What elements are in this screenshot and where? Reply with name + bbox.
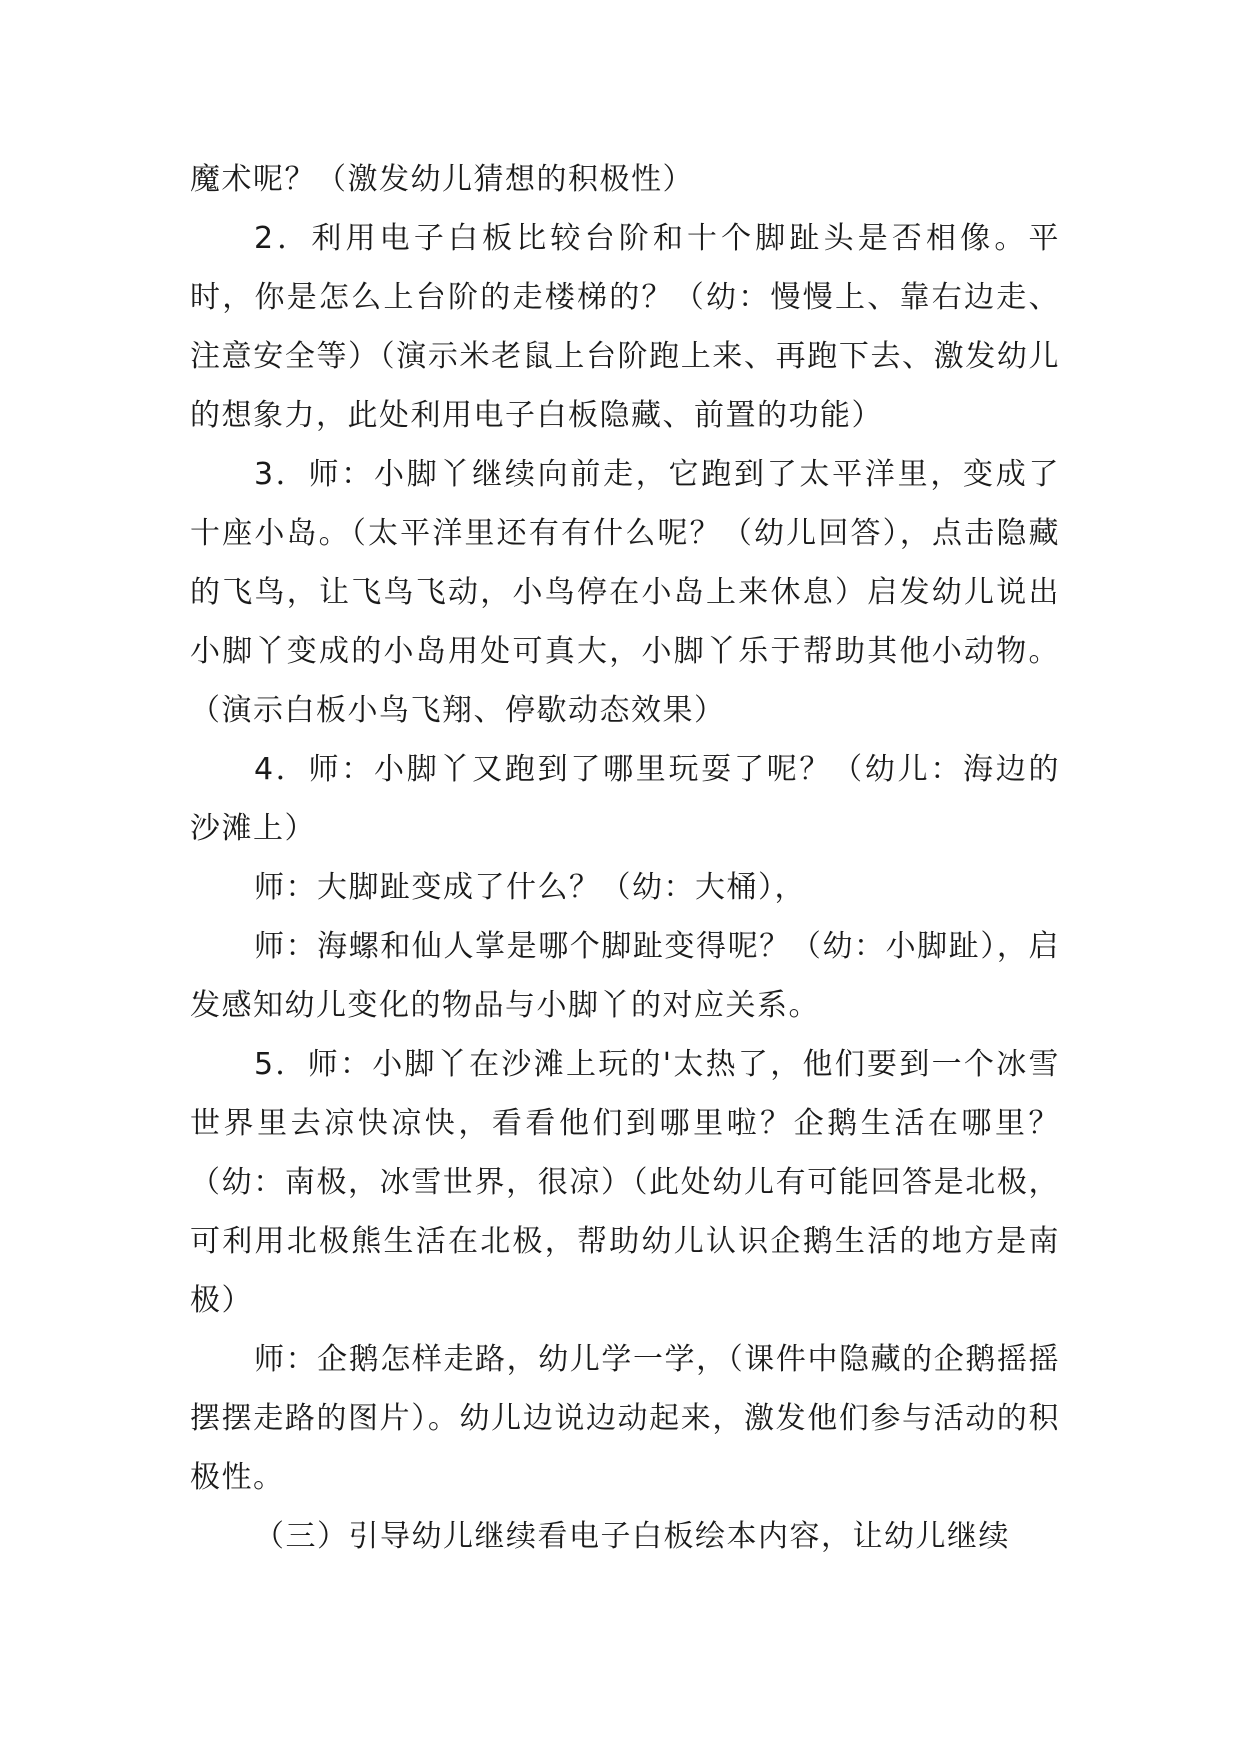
paragraph-8: 师：企鹅怎样走路，幼儿学一学，（课件中隐藏的企鹅摇摇摆摆走路的图片）。幼儿边说边动起来，激发他们参与活动的积极性。 — [190, 1342, 1060, 1495]
body-text — [190, 150, 1060, 1566]
paragraph-4: 4．师：小脚丫又跑到了哪里玩耍了呢？（幼儿：海边的沙滩上） — [190, 752, 1060, 846]
paragraph-7: 5．师：小脚丫在沙滩上玩的'太热了，他们要到一个冰雪世界里去凉快凉快，看看他们到哪里啦？企鹅生活在哪里？（幼：南极，冰雪世界，很凉）（此处幼儿有可能回答是北极，可利用北极熊生活在北极，帮助幼儿认识企鹅生活的地方是南极） — [190, 1047, 1060, 1318]
paragraph-1: 魔术呢？（激发幼儿猜想的积极性） — [190, 162, 694, 197]
paragraph-6: 师：海螺和仙人掌是哪个脚趾变得呢？（幼：小脚趾），启发感知幼儿变化的物品与小脚丫的对应关系。 — [190, 929, 1060, 1023]
paragraph-2: 2．利用电子白板比较台阶和十个脚趾头是否相像。平时，你是怎么上台阶的走楼梯的？（幼：慢慢上、靠右边走、注意安全等）（演示米老鼠上台阶跑上来、再跑下去、激发幼儿的想象力，此处利用电子白板隐藏、前置的功能） — [190, 221, 1060, 433]
paragraph-3: 3．师：小脚丫继续向前走，它跑到了太平洋里，变成了十座小岛。（太平洋里还有有什么呢？（幼儿回答），点击隐藏的飞鸟，让飞鸟飞动，小鸟停在小岛上来休息）启发幼儿说出小脚丫变成的小岛用处可真大，小脚丫乐于帮助其他小动物。（演示白板小鸟飞翔、停歇动态效果） — [190, 457, 1060, 728]
paragraph-9: （三）引导幼儿继续看电子白板绘本内容，让幼儿继续 — [254, 1519, 1010, 1554]
paragraph-5: 师：大脚趾变成了什么？（幼：大桶）， — [254, 870, 806, 905]
